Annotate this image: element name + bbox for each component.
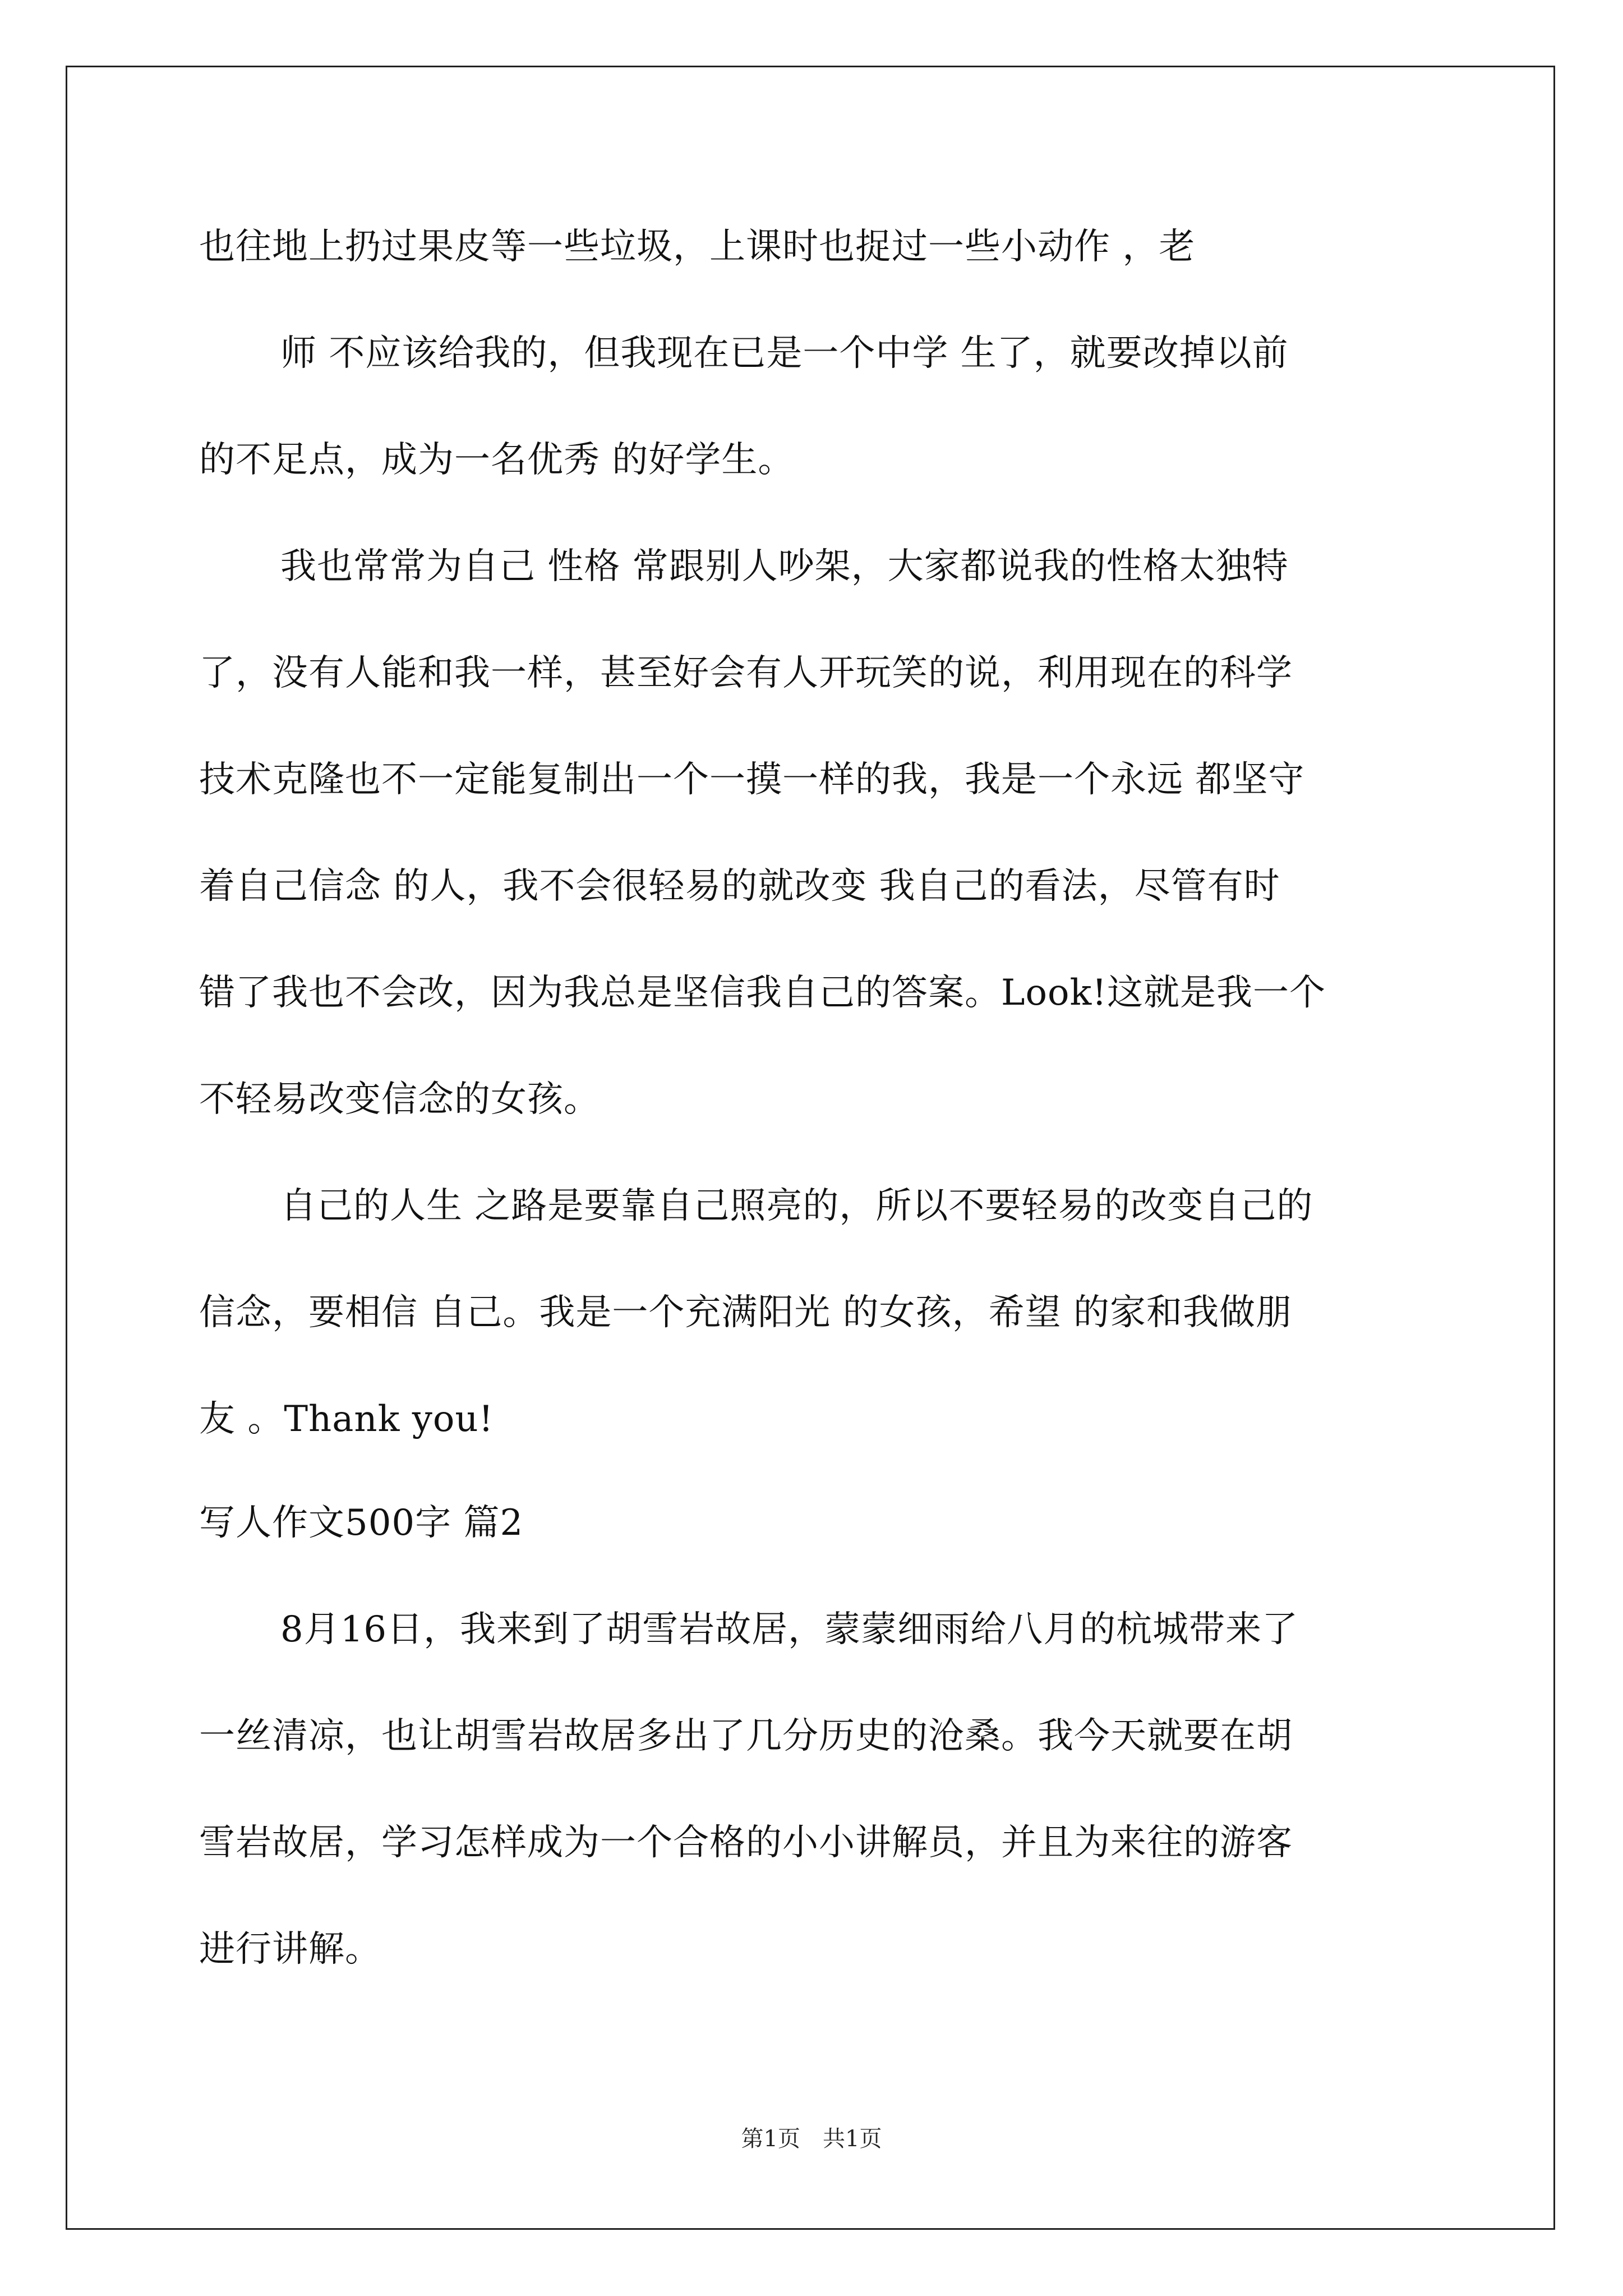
text-line: 不轻易改变信念的女孩。 (199, 1079, 600, 1120)
text-line: 的不足点，成为一名优秀 的好学生。 (199, 439, 795, 481)
text-line: 雪岩故居，学习怎样成为一个合格的小小讲解员，并且为来往的游客 (199, 1822, 1293, 1864)
section-heading: 写人作文500字 篇2 (199, 1502, 524, 1544)
text-line: 师 不应该给我的，但我现在已是一个中学 生了，就要改掉以前 (280, 333, 1289, 374)
text-line: 友 。Thank you! (199, 1398, 494, 1440)
text-line: 技术克隆也不一定能复制出一个一摸一样的我，我是一个永远 都坚守 (199, 759, 1305, 800)
text-line: 一丝清凉，也让胡雪岩故居多出了几分历史的沧桑。我今天就要在胡 (199, 1715, 1293, 1757)
page-footer: 第1页 共1页 (741, 2126, 882, 2152)
text-line: 我也常常为自己 性格 常跟别人吵架，大家都说我的性格太独特 (280, 546, 1289, 587)
page-border (66, 66, 1555, 2230)
text-line: 进行讲解。 (199, 1929, 381, 1970)
text-line: 信念，要相信 自己。我是一个充满阳光 的女孩，希望 的家和我做朋 (199, 1292, 1293, 1333)
text-line: 自己的人生 之路是要靠自己照亮的，所以不要轻易的改变自己的 (280, 1185, 1313, 1227)
text-line: 8月16日，我来到了胡雪岩故居，蒙蒙细雨给八月的杭城带来了 (280, 1609, 1299, 1650)
text-line: 着自己信念 的人，我不会很轻易的就改变 我自己的看法，尽管有时 (199, 866, 1280, 907)
text-line: 也往地上扔过果皮等一些垃圾，上课时也捉过一些小动作 ，老 (199, 226, 1196, 268)
text-line: 了，没有人能和我一样，甚至好会有人开玩笑的说，利用现在的科学 (199, 652, 1293, 694)
text-line: 错了我也不会改，因为我总是坚信我自己的答案。Look!这就是我一个 (199, 972, 1326, 1014)
